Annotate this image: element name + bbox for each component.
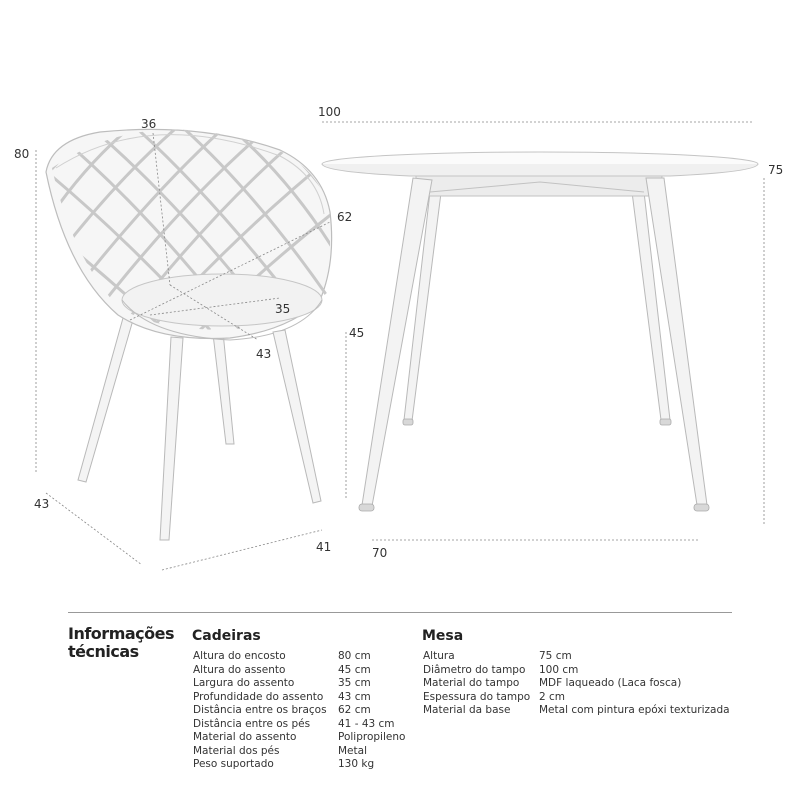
spec-label: Altura do assento xyxy=(193,663,286,676)
spec-value: 41 - 43 cm xyxy=(338,717,395,730)
dim-chair-backrest-depth: 36 xyxy=(141,117,157,131)
spec-row xyxy=(423,704,733,718)
chair-back-left-leg xyxy=(78,318,133,482)
spec-row xyxy=(193,650,423,664)
dim-chair-seat-height: 45 xyxy=(349,326,365,340)
table-spec-list xyxy=(423,650,733,718)
spec-value: Metal com pintura epóxi texturizada xyxy=(539,704,730,716)
spec-value: 80 cm xyxy=(338,650,371,662)
spec-label: Peso suportado xyxy=(193,758,274,770)
spec-row xyxy=(193,731,423,745)
spec-label: Largura do assento xyxy=(193,677,295,689)
spec-row xyxy=(193,758,423,772)
spec-label: Material do assento xyxy=(193,731,297,743)
spec-label: Distância entre os braços xyxy=(193,704,327,716)
dim-chair-seat-depth: 43 xyxy=(256,347,272,361)
chair-drawing xyxy=(10,100,353,540)
spec-value: Polipropileno xyxy=(338,731,406,743)
spec-value: 75 cm xyxy=(539,650,572,662)
spec-label: Material do tampo xyxy=(423,677,520,689)
table-heading: Mesa xyxy=(422,628,464,644)
spec-row xyxy=(193,691,423,705)
spec-label: Material da base xyxy=(423,704,511,716)
spec-value: 100 cm xyxy=(539,663,579,676)
spec-label: Espessura do tampo xyxy=(423,690,531,703)
spec-value: 62 cm xyxy=(338,704,371,716)
specs-title-line1: Informações xyxy=(68,624,175,643)
spec-row xyxy=(423,650,733,664)
spec-row xyxy=(423,677,733,691)
table-frame xyxy=(416,176,662,196)
spec-value: Metal xyxy=(338,744,367,757)
dim-chair-base-width: 41 xyxy=(316,540,332,554)
specs-title xyxy=(68,625,188,661)
specs-title-line2: técnicas xyxy=(68,642,139,661)
spec-label: Distância entre os pés xyxy=(193,717,311,730)
spec-value: 35 cm xyxy=(338,677,371,689)
technical-specs xyxy=(68,612,732,792)
spec-label: Profundidade do assento xyxy=(193,690,324,703)
spec-row xyxy=(423,664,733,678)
table-drawing xyxy=(322,152,758,511)
dim-chair-base-depth: 43 xyxy=(34,497,50,511)
dim-table-base: 70 xyxy=(372,546,388,560)
spec-row xyxy=(193,745,423,759)
spec-label: Material dos pés xyxy=(193,744,280,757)
chair-back-right-leg xyxy=(213,332,234,444)
spec-row xyxy=(193,704,423,718)
spec-row xyxy=(423,691,733,705)
spec-label: Diâmetro do tampo xyxy=(423,663,526,676)
spec-value: 45 cm xyxy=(338,663,371,676)
chair-front-right-leg xyxy=(273,330,321,503)
spec-row xyxy=(193,664,423,678)
chair-seat xyxy=(122,274,322,326)
spec-value: 130 kg xyxy=(338,758,375,770)
dim-chair-seat-width: 35 xyxy=(275,302,291,316)
spec-row xyxy=(193,677,423,691)
chairs-spec-list xyxy=(193,650,423,772)
dim-table-height: 75 xyxy=(768,163,784,177)
spec-label: Altura do encosto xyxy=(193,650,286,662)
dim-chair-arm-distance: 62 xyxy=(337,210,353,224)
dim-table-diameter: 100 xyxy=(318,105,341,119)
spec-value: MDF laqueado (Laca fosca) xyxy=(539,677,682,689)
chair-front-left-leg xyxy=(160,337,183,540)
chairs-heading: Cadeiras xyxy=(192,628,261,644)
spec-value: 43 cm xyxy=(338,690,371,703)
dim-chair-height: 80 xyxy=(14,147,30,161)
specs-divider xyxy=(68,612,732,613)
spec-label: Altura xyxy=(423,650,455,662)
spec-value: 2 cm xyxy=(539,690,566,703)
spec-row xyxy=(193,718,423,732)
